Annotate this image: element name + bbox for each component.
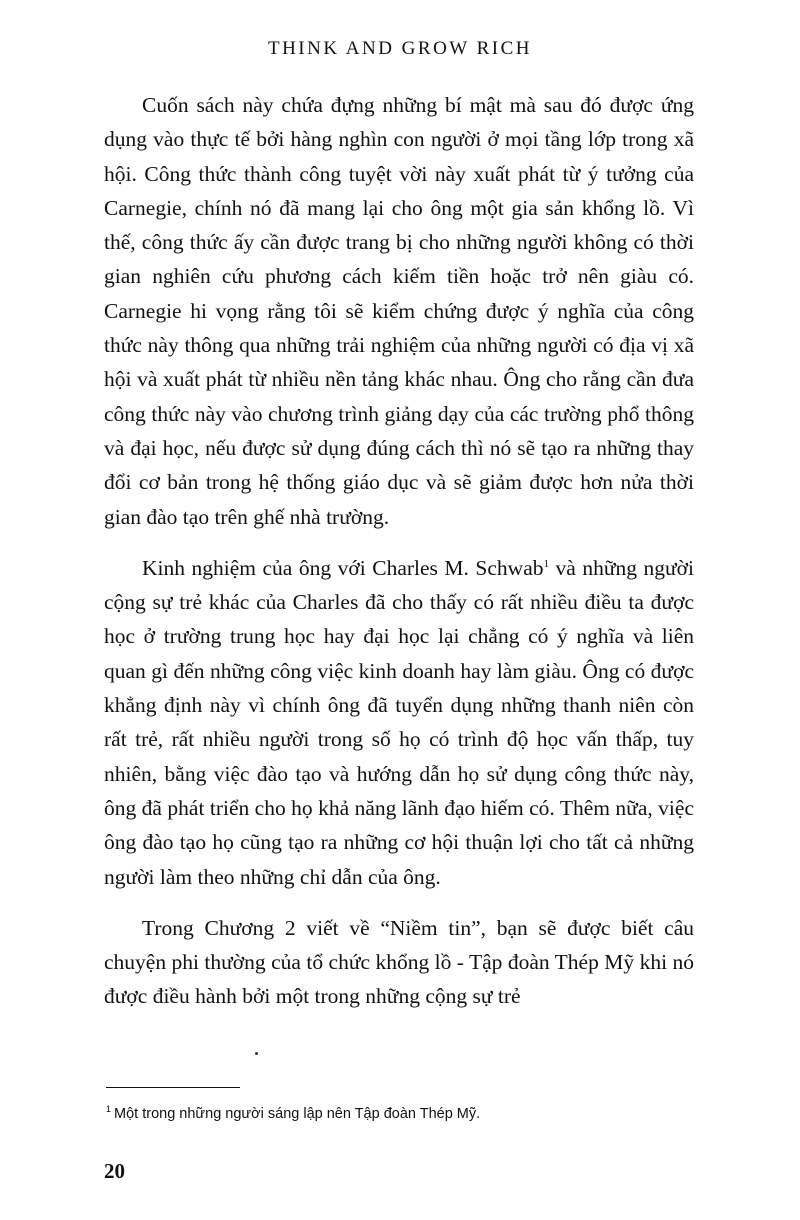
print-speck [255, 1052, 258, 1055]
paragraph-2-lead: Kinh nghiệm của ông với Charles M. Schwab [142, 555, 544, 580]
running-title: THINK AND GROW RICH [267, 38, 533, 59]
body-text [104, 88, 694, 1014]
paragraph-3: Trong Chương 2 viết về “Niềm tin”, bạn sẽ được biết câu chuyện phi thường của tổ chức khổng lồ - Tập đoàn Thép Mỹ khi nó được điều hành bởi một trong những cộng sự trẻ [104, 915, 694, 1009]
paragraph-2-rest: và những người cộng sự trẻ khác của Charles đã cho thấy có rất nhiều điều ta được học ở trường trung học hay đại học lại chẳng có ý nghĩa và liên quan gì đến những công việc kinh doanh hay làm giàu. Ông có được khẳng định này vì chính ông đã tuyển dụng những thanh niên còn rất trẻ, rất nhiều người trong số họ có trình độ học vấn thấp, tuy nhiên, bằng việc đào tạo và hướng dẫn họ sử dụng công thức này, ông đã phát triển cho họ khả năng lãnh đạo hiếm có. Thêm nữa, việc ông đào tạo họ cũng tạo ra những cơ hội thuận lợi cho tất cả những người làm theo những chỉ dẫn của ông. [104, 555, 694, 889]
footnote-text: Một trong những người sáng lập nên Tập đoàn Thép Mỹ. [114, 1106, 481, 1122]
paragraph-2 [104, 551, 694, 894]
footnote [106, 1106, 480, 1122]
page-number: 20 [104, 1159, 125, 1183]
paragraph-1: Cuốn sách này chứa đựng những bí mật mà sau đó được ứng dụng vào thực tế bởi hàng nghìn con người ở mọi tầng lớp trong xã hội. Công thức thành công tuyệt vời này xuất phát từ ý tưởng của Carnegie, chính nó đã mang lại cho ông một gia sản khổng lồ. Vì thế, công thức ấy cần được trang bị cho những người không có thời gian nghiên cứu phương cách kiếm tiền hoặc trở nên giàu có. Carnegie hi vọng rằng tôi sẽ kiểm chứng được ý nghĩa của công thức này thông qua những trải nghiệm của những người có địa vị xã hội và xuất phát từ nhiều nền tảng khác nhau. Ông cho rằng cần đưa công thức này vào chương trình giảng dạy của các trường phổ thông và đại học, nếu được sử dụng đúng cách thì nó sẽ tạo ra những thay đổi cơ bản trong hệ thống giáo dục và sẽ giảm được hơn nửa thời gian đào tạo trên ghế nhà trường. [104, 93, 694, 529]
footnote-divider [106, 1087, 240, 1088]
footnote-reference: 1 [543, 557, 550, 570]
footnote-marker: 1 [106, 1104, 112, 1115]
